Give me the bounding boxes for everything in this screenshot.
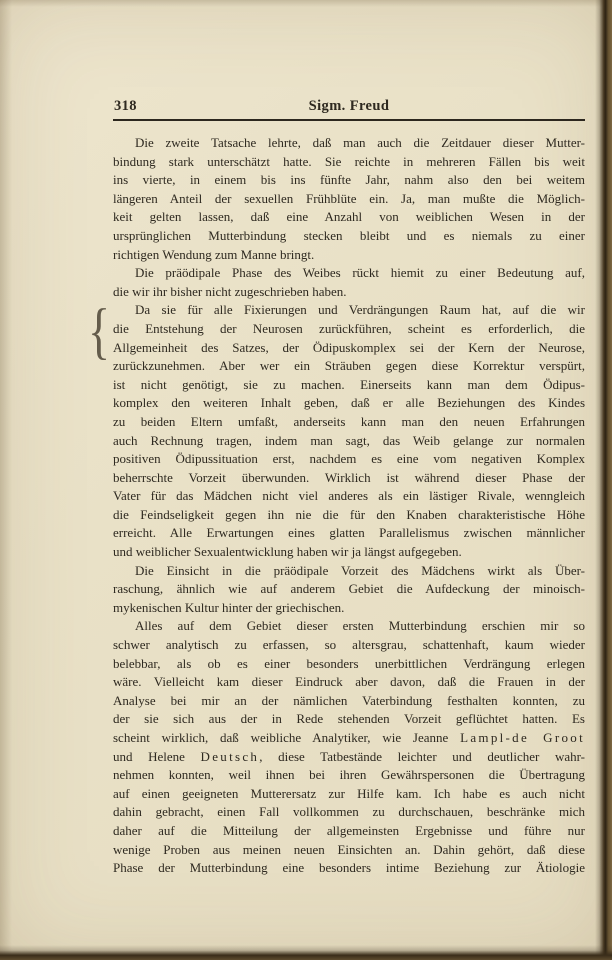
text-line: zurückzunehmen. Aber wer ein Sträuben gegen diese Korrektur verspürt,	[113, 358, 585, 374]
text-line: wäre. Vielleicht kam dieser Eindruck aber davon, daß die Frauen in der	[113, 674, 585, 690]
text-line: positiven Ödipussituation erst, nachdem es eine vom negativen Komplex	[113, 451, 585, 467]
text-line: Da sie für alle Fixierungen und Verdrängungen Raum hat, auf die wir	[135, 302, 585, 318]
scan-edge-left	[0, 0, 12, 960]
text-line: Die Einsicht in die präödipale Vorzeit des Mädchens wirkt als Über-	[135, 562, 585, 578]
text-line	[113, 748, 585, 767]
header-rule	[113, 119, 585, 121]
text-line: und weiblicher Sexualentwicklung haben wir ja längst aufgegeben.	[113, 544, 462, 560]
text-line: die Entstehung der Neurosen zurückführen, scheint es erforderlich, die	[113, 320, 585, 336]
margin-brace-annotation: {	[88, 296, 111, 366]
text-segment: und Helene	[113, 748, 201, 764]
text-line: belebbar, als ob es einer besonders unerbittlichen Verdrängung erlegen	[113, 655, 585, 671]
text-segment: , diese Tatbestände leichter und deutlicher wahr-	[259, 748, 585, 764]
text-line: dahin gebracht, einen Fall vollkommen zu durchschauen, beschränke mich	[113, 804, 585, 820]
page-header	[113, 97, 585, 121]
text-line: zu beiden Eltern umfaßt, anderseits kann man den neuen Erfahrungen	[113, 413, 585, 429]
person-name: Lampl-de Groot	[460, 730, 585, 745]
text-line: ins vierte, in einem bis ins fünfte Jahr, nahm also den bei weitem	[113, 172, 585, 188]
running-header: Sigm. Freud	[308, 98, 390, 114]
text-line: ist nicht genötigt, sie zu machen. Einerseits kann man dem Ödipus-	[113, 376, 585, 392]
paragraph	[113, 301, 585, 561]
text-line: auf einen geeigneten Mutterersatz zur Hilfe kam. Ich habe es auch nicht	[113, 785, 585, 801]
text-line: Vater für das Mädchen nicht viel anderes als ein lästiger Rivale, wenngleich	[113, 488, 585, 504]
text-segment: scheint wirklich, daß weibliche Analytiker, wie Jeanne	[113, 730, 461, 745]
text-line: raschung, ähnlich wie auf anderem Gebiet die Aufdeckung der minoisch-	[113, 581, 585, 597]
paragraph	[113, 134, 585, 264]
page-content	[113, 97, 585, 878]
text-line: Die zweite Tatsache lehrte, daß man auch die Zeitdauer dieser Mutter-	[135, 135, 585, 150]
page-body	[113, 121, 585, 878]
paragraph	[113, 562, 585, 618]
text-line: auch Rechnung tragen, indem man sagt, das Weib gelange zur normalen	[113, 432, 585, 448]
text-line: die Feindseligkeit gegen ihn nie die für den Knaben charakteristische Höhe	[113, 506, 585, 522]
text-line: beherrschte Vorzeit überwunden. Wirklich ist während dieser Phase der	[113, 469, 585, 485]
text-line: daher auf die Mitteilung der allgemeinsten Ergebnisse und führe nur	[113, 822, 585, 838]
text-line: Die präödipale Phase des Weibes rückt hiemit zu einer Bedeutung auf,	[135, 265, 585, 281]
text-line	[113, 729, 585, 748]
text-line: bindung stark unterschätzt hatte. Sie reichte in mehreren Fällen bis weit	[113, 153, 585, 169]
text-line: Alles auf dem Gebiet dieser ersten Mutterbindung erschien mir so	[135, 618, 585, 634]
scan-edge-right	[595, 0, 612, 960]
text-line: Phase der Mutterbindung eine besonders intime Beziehung zur Ätiologie	[113, 860, 585, 876]
text-line: ursprünglichen Mutterbindung stecken bleibt und es niemals zu einer	[113, 227, 585, 243]
text-line: längeren Anteil der sexuellen Frühblüte ein. Ja, man mußte die Möglich-	[113, 190, 585, 206]
text-line: keit gelten lassen, daß eine Anzahl von weiblichen Wesen in der	[113, 209, 585, 225]
text-line: die wir ihr bisher nicht zugeschrieben haben.	[113, 283, 347, 299]
text-line: Allgemeinheit des Satzes, der Ödipuskomplex sei der Kern der Neurose,	[113, 339, 585, 355]
text-line: wenige Proben aus meinen neuen Einsichten an. Dahin gehört, daß diese	[113, 841, 585, 857]
text-line: richtigen Wendung zum Manne bringt.	[113, 246, 315, 262]
page-number: 318	[114, 98, 137, 114]
paragraph	[113, 264, 585, 301]
text-line: Analyse bei mir an der nämlichen Vaterbindung festhalten konnten, zu	[113, 692, 585, 708]
text-line: komplex den weiteren Inhalt geben, daß er alle Beziehungen des Kindes	[113, 395, 585, 411]
text-line: nehmen konnten, weil ihnen bei ihren Gewährspersonen die Übertragung	[113, 767, 585, 783]
text-line: mykenischen Kultur hinter der griechischen.	[113, 599, 345, 615]
paragraph	[113, 617, 585, 877]
text-line: schwer analytisch zu erfassen, so altersgrau, schattenhaft, kaum wieder	[113, 637, 585, 653]
scan-edge-top	[0, 0, 612, 7]
person-name: Deutsch	[200, 748, 260, 764]
text-line: erreicht. Alle Erwartungen eines glatten Parallelismus zwischen männlicher	[113, 525, 585, 541]
text-line: der sie sich aus der in Rede stehenden Vorzeit geflüchtet hatten. Es	[113, 711, 585, 727]
scan-edge-bottom	[0, 945, 612, 960]
